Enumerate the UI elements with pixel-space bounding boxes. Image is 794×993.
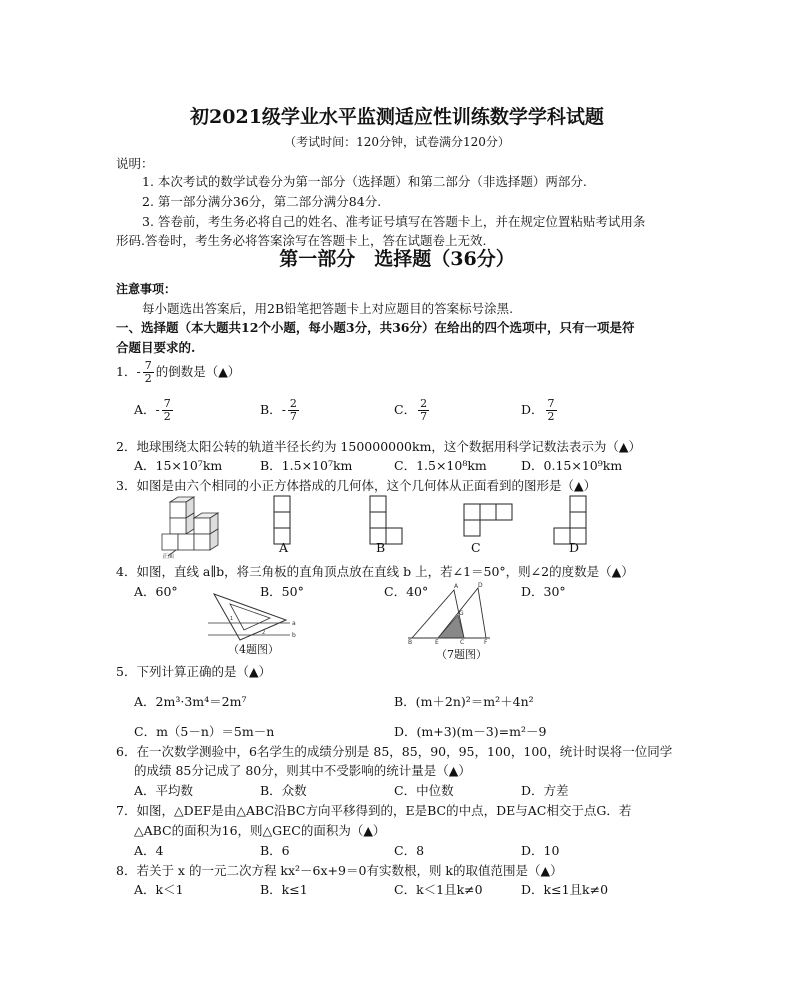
q6-option-b[interactable]: B．众数 (260, 783, 307, 798)
q1-fraction: $\frac{7}{2}$ (144, 359, 152, 385)
q1-option-d[interactable]: D． $\frac{7}{2}$ (521, 397, 555, 423)
q3-label-d[interactable]: D (569, 540, 580, 555)
question-3-stem: 3．如图是由六个相同的小正方体搭成的几何体，这个几何体从正面看到的图形是（▲） (116, 478, 597, 493)
q1-option-b[interactable]: B．- $\frac{2}{7}$ (260, 397, 297, 423)
q7-option-d[interactable]: D．10 (521, 843, 560, 858)
question-1-stem: 1．- $\frac{7}{2}$ 的倒数是（▲） (116, 359, 241, 385)
q5-option-d[interactable]: D．(m+3)(m－3)=m²－9 (394, 724, 547, 739)
question-6-stem-line1: 6．在一次数学测验中，6名学生的成绩分别是 85，85，90，95，100，100，统计时误将一位同学 (116, 744, 673, 759)
note-2: 2. 第一部分满分36分，第二部分满分84分. (142, 194, 382, 209)
part-one-instructions-line2: 合题目要求的. (116, 340, 196, 355)
svg-text:G: G (459, 610, 464, 617)
figure-q4-caption: （4题图） (228, 643, 279, 656)
option-d-shape (554, 496, 586, 544)
question-7-stem-line1: 7．如图，△DEF是由△ABC沿BC方向平移得到的，E是BC的中点，DE与AC相交于点G．若 (116, 803, 632, 818)
q2-option-d[interactable]: D．0.15×10⁹km (521, 458, 623, 473)
svg-text:E: E (435, 639, 439, 644)
front-label: 正面 (162, 553, 175, 560)
q2-option-a[interactable]: A．15×10⁷km (134, 458, 223, 473)
q4-option-c[interactable]: C．40° (384, 584, 429, 599)
option-c-shape (464, 504, 512, 536)
figure-q7 (402, 582, 502, 644)
attention-heading: 注意事项： (116, 282, 177, 296)
note-1: 1. 本次考试的数学试卷分为第一部分（选择题）和第二部分（非选择题）两部分. (142, 174, 587, 189)
q3-label-c[interactable]: C (471, 540, 481, 555)
question-5-stem: 5．下列计算正确的是（▲） (116, 664, 272, 679)
note-3-line2: 形码.答卷时，考生务必将答案涂写在答题卡上，答在试题卷上无效. (116, 233, 487, 248)
q1-option-a[interactable]: A．- $\frac{7}{2}$ (134, 397, 171, 423)
q8-option-b[interactable]: B．k≤1 (260, 882, 308, 897)
q5-option-b[interactable]: B．(m＋2n)²＝m²＋4n² (394, 694, 534, 709)
q4-option-d[interactable]: D．30° (521, 584, 566, 599)
cube-solid-figure (162, 497, 218, 556)
q6-option-c[interactable]: C．中位数 (394, 783, 454, 798)
note-3-line1: 3. 答卷前，考生务必将自己的姓名、准考证号填写在答题卡上，并在规定位置粘贴考试用条 (142, 214, 646, 229)
q5-option-a[interactable]: A．2m³·3m⁴＝2m⁷ (134, 694, 247, 709)
q7-option-c[interactable]: C．8 (394, 843, 425, 858)
svg-text:B: B (408, 639, 413, 644)
question-6-stem-line2: 的成绩 85分记成了 80分，则其中不受影响的统计量是（▲） (134, 763, 471, 778)
figure-q7-caption: （7题图） (436, 648, 487, 661)
q6-option-d[interactable]: D．方差 (521, 783, 569, 798)
page-title: 初2021级学业水平监测适应性训练数学学科试题 (190, 106, 604, 128)
q8-option-c[interactable]: C．k＜1且k≠0 (394, 882, 483, 897)
q3-label-a[interactable]: A (279, 540, 289, 555)
q7-option-b[interactable]: B．6 (260, 843, 290, 858)
svg-text:D: D (478, 582, 483, 589)
q8-option-a[interactable]: A．k＜1 (134, 882, 184, 897)
svg-text:C: C (460, 639, 465, 644)
q8-option-d[interactable]: D．k≤1且k≠0 (521, 882, 609, 897)
question-8-stem: 8．若关于 x 的一元二次方程 kx²－6x+9＝0有实数根，则 k的取值范围是（▲） (116, 863, 563, 878)
q2-option-c[interactable]: C．1.5×10⁸km (394, 458, 487, 473)
q7-option-a[interactable]: A．4 (134, 843, 164, 858)
q4-option-a[interactable]: A．60° (134, 584, 178, 599)
figure-q4 (200, 590, 300, 646)
q4-option-b[interactable]: B．50° (260, 584, 304, 599)
attention-text: 每小题选出答案后，用2B铅笔把答题卡上对应题目的答案标号涂黑. (142, 301, 514, 316)
q1-option-c[interactable]: C． $\frac{2}{7}$ (394, 397, 428, 423)
svg-text:F: F (484, 639, 488, 644)
svg-text:A: A (454, 583, 459, 590)
svg-text:1: 1 (230, 616, 234, 622)
q3-label-b[interactable]: B (376, 540, 386, 555)
svg-text:a: a (292, 620, 296, 627)
svg-text:b: b (292, 632, 296, 639)
notes-heading: 说明： (116, 156, 154, 171)
question-4-stem: 4．如图，直线 a∥b，将三角板的直角顶点放在直线 b 上，若∠1＝50°，则∠2的度数是（▲） (116, 564, 634, 579)
question-7-stem-line2: △ABC的面积为16，则△GEC的面积为（▲） (134, 823, 386, 838)
q5-option-c[interactable]: C．m（5－n）＝5m－n (134, 724, 275, 739)
part-one-instructions-line1: 一、选择题（本大题共12个小题，每小题3分，共36分）在给出的四个选项中，只有一项是符 (116, 320, 635, 335)
question-2-stem: 2．地球围绕太阳公转的轨道半径长约为 150000000km，这个数据用科学记数法表示为（▲） (116, 439, 642, 454)
exam-time-note: （考试时间：120分钟，试卷满分120分） (284, 135, 510, 149)
section-heading: 第一部分 选择题（36分） (279, 248, 515, 270)
svg-text:2: 2 (262, 630, 266, 636)
option-b-shape (370, 496, 402, 544)
q6-option-a[interactable]: A．平均数 (134, 783, 194, 798)
q2-option-b[interactable]: B．1.5×10⁷km (260, 458, 353, 473)
option-a-shape (274, 496, 290, 544)
